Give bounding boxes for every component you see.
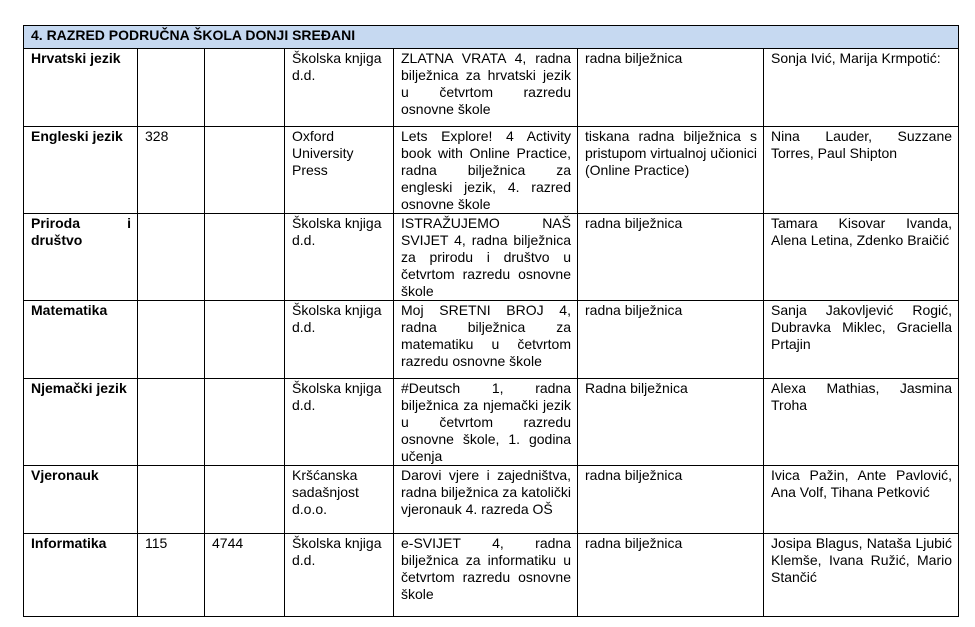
table-header-row — [24, 26, 959, 49]
table-row — [24, 301, 959, 379]
publisher-cell: Školska knjiga d.d. — [285, 534, 394, 617]
table-row — [24, 214, 959, 301]
subject-cell: Vjeronauk — [24, 466, 138, 534]
book-title-cell: #Deutsch 1, radna bilježnica za njemački jezik u četvrtom razredu osnovne škole, 1. godina učenja — [394, 379, 578, 466]
subject-cell: Priroda i društvo — [24, 214, 138, 301]
subject-cell: Engleski jezik — [24, 127, 138, 214]
book-title-cell: e-SVIJET 4, radna bilježnica za informatiku u četvrtom razredu osnovne škole — [394, 534, 578, 617]
subject-cell: Njemački jezik — [24, 379, 138, 466]
publisher-cell: Oxford University Press — [285, 127, 394, 214]
table-title: 4. RAZRED PODRUČNA ŠKOLA DONJI SREĐANI — [24, 26, 959, 49]
publisher-cell: Školska knjiga d.d. — [285, 49, 394, 127]
table-row — [24, 49, 959, 127]
number-cell — [205, 127, 285, 214]
authors-cell: Ivica Pažin, Ante Pavlović, Ana Volf, Tihana Petković — [764, 466, 959, 534]
subject-cell: Hrvatski jezik — [24, 49, 138, 127]
book-title-cell: Lets Explore! 4 Activity book with Online Practice, radna bilježnica za engleski jezik, 4. razred osnovne škole — [394, 127, 578, 214]
number-cell — [205, 214, 285, 301]
authors-cell: Josipa Blagus, Nataša Ljubić Klemše, Ivana Ružić, Mario Stančić — [764, 534, 959, 617]
authors-cell: Sanja Jakovljević Rogić, Dubravka Miklec, Graciella Prtajin — [764, 301, 959, 379]
table-row — [24, 466, 959, 534]
book-title-cell: ZLATNA VRATA 4, radna bilježnica za hrvatski jezik u četvrtom razredu osnovne škole — [394, 49, 578, 127]
code-cell — [138, 379, 205, 466]
code-cell: 328 — [138, 127, 205, 214]
workbook-list-table — [23, 25, 959, 617]
book-title-cell: ISTRAŽUJEMO NAŠ SVIJET 4, radna bilježnica za prirodu i društvo u četvrtom razredu osnovne škole — [394, 214, 578, 301]
number-cell — [205, 49, 285, 127]
material-type-cell: radna bilježnica — [578, 49, 764, 127]
authors-cell: Tamara Kisovar Ivanda, Alena Letina, Zdenko Braičić — [764, 214, 959, 301]
number-cell — [205, 379, 285, 466]
publisher-cell: Školska knjiga d.d. — [285, 214, 394, 301]
material-type-cell: radna bilježnica — [578, 214, 764, 301]
publisher-cell: Školska knjiga d.d. — [285, 379, 394, 466]
code-cell — [138, 301, 205, 379]
number-cell — [205, 301, 285, 379]
material-type-cell: radna bilježnica — [578, 534, 764, 617]
table-row — [24, 379, 959, 466]
subject-cell: Matematika — [24, 301, 138, 379]
material-type-cell: radna bilježnica — [578, 301, 764, 379]
number-cell: 4744 — [205, 534, 285, 617]
publisher-cell: Školska knjiga d.d. — [285, 301, 394, 379]
code-cell: 115 — [138, 534, 205, 617]
authors-cell: Sonja Ivić, Marija Krmpotić: — [764, 49, 959, 127]
code-cell — [138, 214, 205, 301]
material-type-cell: tiskana radna bilježnica s pristupom virtualnoj učionici (Online Practice) — [578, 127, 764, 214]
material-type-cell: Radna bilježnica — [578, 379, 764, 466]
number-cell — [205, 466, 285, 534]
subject-cell: Informatika — [24, 534, 138, 617]
book-title-cell: Moj SRETNI BROJ 4, radna bilježnica za matematiku u četvrtom razredu osnovne škole — [394, 301, 578, 379]
code-cell — [138, 49, 205, 127]
table-row — [24, 127, 959, 214]
table-row — [24, 534, 959, 617]
book-title-cell: Darovi vjere i zajedništva, radna bilježnica za katolički vjeronauk 4. razreda OŠ — [394, 466, 578, 534]
code-cell — [138, 466, 205, 534]
authors-cell: Nina Lauder, Suzzane Torres, Paul Shipton — [764, 127, 959, 214]
publisher-cell: Kršćanska sadašnjost d.o.o. — [285, 466, 394, 534]
material-type-cell: radna bilježnica — [578, 466, 764, 534]
authors-cell: Alexa Mathias, Jasmina Troha — [764, 379, 959, 466]
